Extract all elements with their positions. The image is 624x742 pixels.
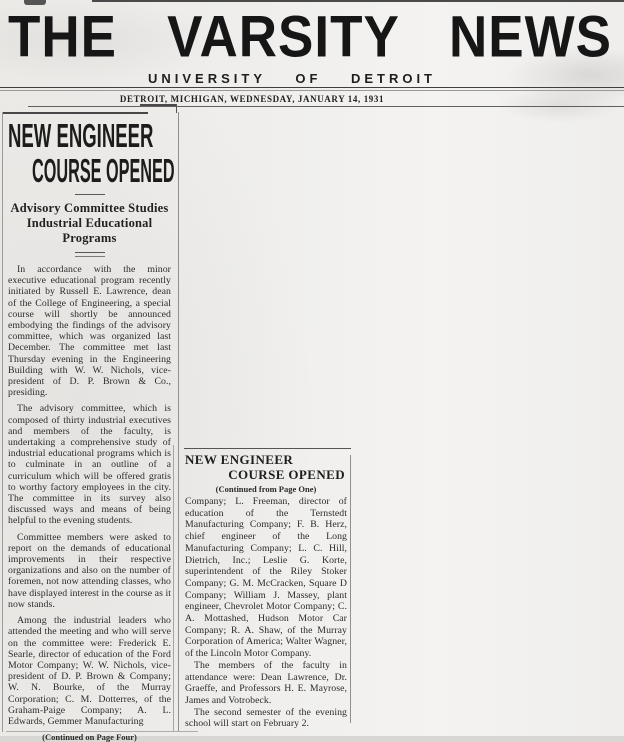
masthead-subtitle: UNIVERSITY OF DETROIT	[148, 71, 436, 86]
continuation-top-rule	[184, 448, 351, 449]
continuation-paragraph: The second semester of the evening school will start on February 2.	[185, 706, 347, 730]
continued-on-note: (Continued on Page Four)	[42, 732, 137, 742]
article-headline-line2: COURSE OPENED	[32, 153, 175, 191]
article-paragraph: Among the industrial leaders who attended the meeting and who will serve on the committee were: Frederick E. Searle, director of education of the Ford Motor Company; W. W. Nichols, vice-president of D. P. Brown & Company; W. N. Bourke, of the Murray Corporation; C. M. Dotterres, of the Graham-Paige Company; A. L. Edwards, Gemmer Manufacturing	[8, 615, 171, 727]
article-main	[4, 116, 177, 742]
article-paragraph: The advisory committee, which is composed of thirty industrial executives and members of the faculty, is undertaking a comprehensive study of industrial educational programs which is to culminate in an outline of a curriculum which will be offered gratis to worthy factory employees in the city. The committee in its survey also discussed ways and means of being helpful to the evening students.	[8, 403, 171, 527]
dateline-rule	[28, 106, 624, 107]
continuation-paragraph: Company; L. Freeman, director of education of the Ternstedt Manufacturing Company; F. B. Herz, chief engineer of the Long Manufacturing Company; L. C. Hill, Dietrich, Inc.; Leslie G. Korte, superintendent of the Riley Stoker Company; G. M. McCracken, Square D Company; William J. Massey, plant engineer, Chevrolet Motor Company; C. A. Mottashed, Hudson Motor Car Company; R. A. Shaw, of the Murray Corporation of America; Walter Wagner, of the Lincoln Motor Company.	[185, 496, 347, 660]
article-body	[8, 264, 171, 727]
continuation-paragraph: The members of the faculty in attendance were: Dean Lawrence, Dr. Graeffe, and Professors H. E. Mayrose, James and Votrobeck.	[185, 659, 347, 706]
column-rule-tick	[176, 104, 177, 113]
scan-artifact-line	[92, 0, 624, 2]
article-headline-line1: NEW ENGINEER	[8, 118, 154, 156]
left-column-left-rule	[2, 112, 3, 732]
headline-separator-rule	[75, 194, 105, 195]
continuation-headline-line2: COURSE OPENED	[228, 467, 345, 482]
article-paragraph: In accordance with the minor executive educational program recently initiated by Russell E. Lawrence, dean of the College of Engineering, a special course will shortly be announced embodying the findings of the advisory committee, which was organized last December. The committee met last Thursday evening in the Engineering Building with W. W. Nichols, vice-president of D. P. Brown & Co., presiding.	[8, 264, 171, 399]
dateline: DETROIT, MICHIGAN, WEDNESDAY, JANUARY 14, 1931	[119, 94, 385, 104]
left-column-right-rule	[178, 112, 179, 732]
continuation-body	[185, 496, 347, 730]
subhead-separator-rule	[75, 252, 105, 257]
article-paragraph: Committee members were asked to report on the demands of educational improvements in their respective organizations and also on the number of foremen, not now attending classes, who have displayed interest in the course as it now stands.	[8, 531, 171, 610]
left-column-top-rule	[2, 112, 148, 114]
article-continuation	[185, 452, 347, 734]
continuation-right-rule	[350, 455, 351, 723]
masthead-rule	[0, 87, 624, 91]
continued-from-note: (Continued from Page One)	[215, 484, 317, 494]
article-subhead: Advisory Committee Studies Industrial Educational Programs	[10, 201, 169, 245]
dateline-rule-segment	[140, 104, 176, 106]
continuation-headline-line1: NEW ENGINEER	[185, 452, 294, 467]
masthead-title: THE VARSITY NEWS	[8, 4, 612, 70]
